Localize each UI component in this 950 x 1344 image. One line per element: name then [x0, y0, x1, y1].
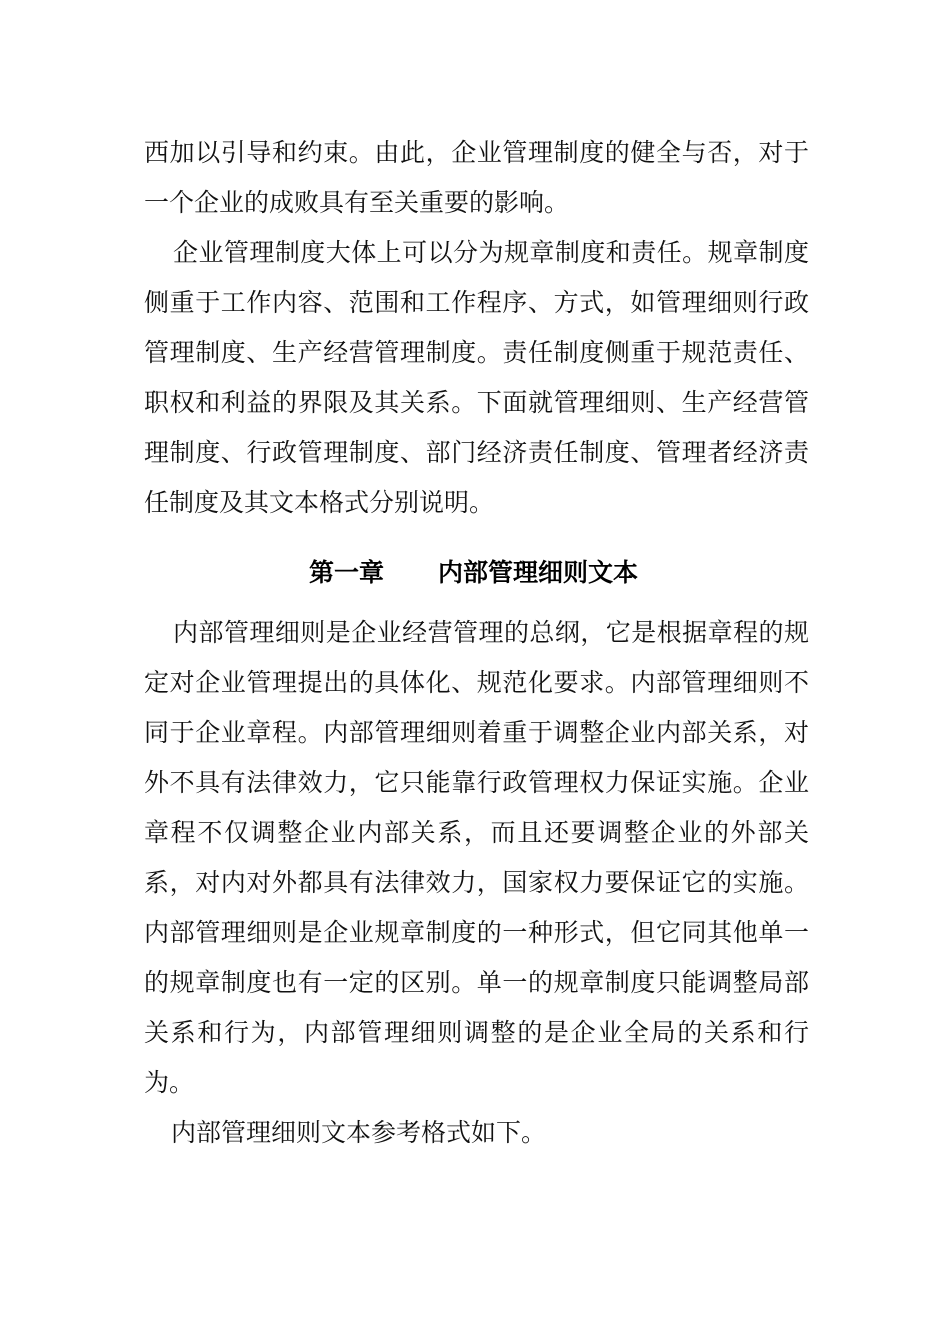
chapter-number: 第一章 [309, 558, 385, 587]
paragraph-format-intro: 内部管理细则文本参考格式如下。 [171, 1118, 547, 1147]
chapter-heading [144, 548, 809, 598]
paragraph-management-system-types: 企业管理制度大体上可以分为规章制度和责任。规章制度侧重于工作内容、范围和工作程序、方式，如管理细则行政管理制度、生产经营管理制度。责任制度侧重于规范责任、职权和利益的界限及其关系。下面就管理细则、生产经营管理制度、行政管理制度、部门经济责任制度、管理者经济责任制度及其文本格式分别说明。 [144, 238, 809, 517]
chapter-title: 内部管理细则文本 [438, 558, 639, 587]
document-body [144, 128, 809, 1158]
paragraph-continuation: 西加以引导和约束。由此，企业管理制度的健全与否，对于一个企业的成败具有至关重要的影响。 [144, 138, 809, 217]
paragraph-internal-rules: 内部管理细则是企业经营管理的总纲，它是根据章程的规定对企业管理提出的具体化、规范化要求。内部管理细则不同于企业章程。内部管理细则着重于调整企业内部关系，对外不具有法律效力，它只能靠行政管理权力保证实施。企业章程不仅调整企业内部关系，而且还要调整企业的外部关系，对内对外都具有法律效力，国家权力要保证它的实施。内部管理细则是企业规章制度的一种形式，但它同其他单一的规章制度也有一定的区别。单一的规章制度只能调整局部关系和行为，内部管理细则调整的是企业全局的关系和行为。 [144, 618, 809, 1097]
